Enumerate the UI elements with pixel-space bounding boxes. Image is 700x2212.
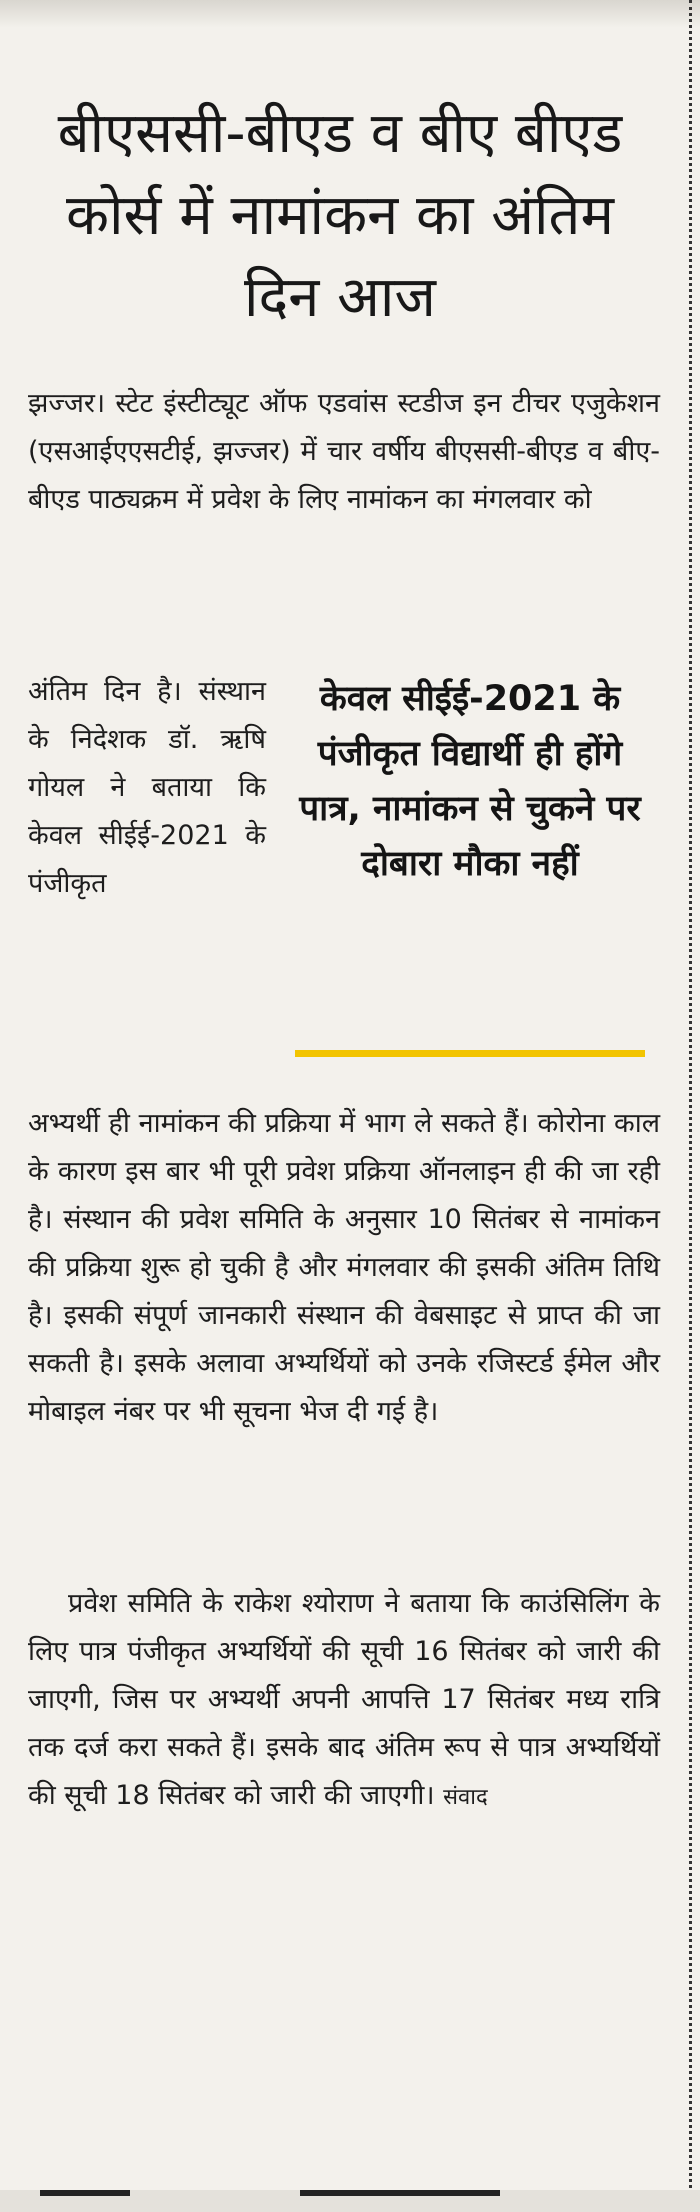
article-paragraph-3 [28, 1580, 660, 1822]
byline: संवाद [443, 1785, 488, 1810]
separator-mark [40, 2190, 130, 2196]
pull-quote-rule [295, 1050, 645, 1057]
clipping-top-edge [0, 0, 700, 28]
article-paragraph-1-narrow: अंतिम दिन है। संस्थान के निदेशक डॉ. ऋषि गोयल ने बताया कि केवल सीईई-2021 के पंजीकृत [28, 676, 266, 899]
article-paragraph-2: अभ्यर्थी ही नामांकन की प्रक्रिया में भाग ले सकते हैं। कोरोना काल के कारण इस बार भी पूरी प्रवेश प्रक्रिया ऑनलाइन ही की जा रही है। संस्थान की प्रवेश समिति के अनुसार 10 सितंबर से नामांकन की प्रक्रिया शुरू हो चुकी है और मंगलवार की इसकी अंतिम तिथि है। इसकी संपूर्ण जानकारी संस्थान की वेबसाइट से प्राप्त की जा सकती है। इसके अलावा अभ्यर्थियों को उनके रजिस्टर्ड ईमेल और मोबाइल नंबर पर भी सूचना भेज दी गई है। [28, 1108, 660, 1427]
separator-mark [300, 2190, 500, 2196]
pull-quote: केवल सीईई-2021 के पंजीकृत विद्यार्थी ही होंगे पात्र, नामांकन से चुकने पर दोबारा मौका नहीं [299, 679, 641, 884]
paragraph-3-text: प्रवेश समिति के राकेश श्योराण ने बताया कि काउंसिलिंग के लिए पात्र पंजीकृत अभ्यर्थियों की सूची 16 सितंबर को जारी की जाएगी, जिस पर अभ्यर्थी अपनी आपत्ति 17 सितंबर मध्य रात्रि तक दर्ज करा सकते हैं। इसके बाद अंतिम रूप से पात्र अभ्यर्थियों की सूची 18 सितंबर को जारी की जाएगी। [28, 1588, 660, 1811]
article-paragraph-1: झज्जर। स्टेट इंस्टीट्यूट ऑफ एडवांस स्टडीज इन टीचर एजुकेशन (एसआईएएसटीई, झज्जर) में चार वर्षीय बीएससी-बीएड व बीए-बीएड पाठ्यक्रम में प्रवेश के लिए नामांकन का मंगलवार को [28, 388, 660, 515]
headline: बीएससी-बीएड व बीए बीएड कोर्स में नामांकन का अंतिम दिन आज [57, 100, 623, 330]
clipping-bottom-edge [0, 2190, 700, 2212]
column-dotted-rule [689, 0, 692, 2212]
